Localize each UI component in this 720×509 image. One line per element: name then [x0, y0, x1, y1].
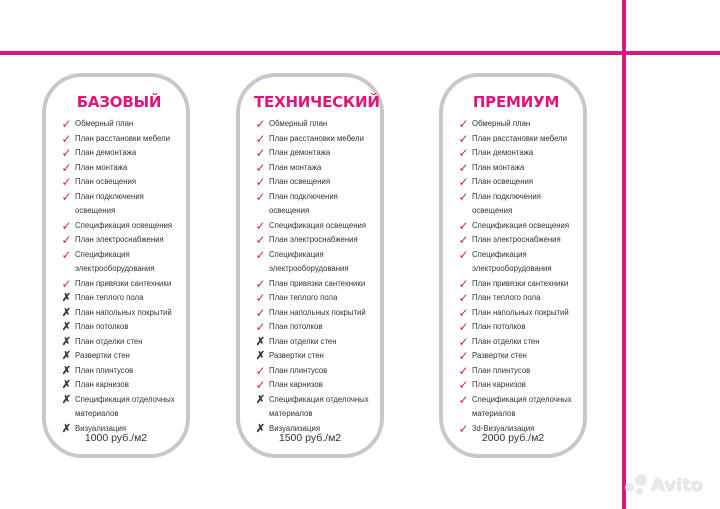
plan-price: 1500 руб./м2 [278, 432, 342, 444]
feature-label: Обмерный план [269, 119, 328, 128]
feature-item [254, 190, 372, 219]
feature-label: План расстановки мебели [269, 133, 364, 143]
cross-icon: ✗ [61, 393, 72, 406]
check-icon: ✓ [255, 218, 266, 233]
feature-item [457, 277, 575, 292]
feature-item [60, 291, 178, 306]
feature-item [254, 335, 372, 350]
check-icon: ✓ [458, 189, 469, 204]
plan-title: ПРЕМИУМ [472, 93, 560, 111]
cross-icon: ✗ [61, 422, 72, 435]
check-icon: ✓ [255, 305, 266, 320]
feature-item [60, 161, 178, 176]
feature-item [60, 335, 178, 350]
feature-item [254, 393, 372, 422]
feature-label: План монтажа [75, 162, 128, 172]
check-icon: ✓ [61, 247, 72, 262]
feature-item [457, 306, 575, 321]
right-accent-line [622, 0, 626, 509]
feature-item [60, 306, 178, 321]
feature-label: План плинтусов [472, 365, 531, 375]
feature-list [457, 117, 575, 436]
feature-item [457, 117, 575, 132]
feature-label: План плинтусов [269, 365, 328, 375]
cross-icon: ✗ [255, 393, 266, 406]
feature-item [60, 219, 178, 234]
feature-item [457, 233, 575, 248]
feature-label: План подключения освещения [75, 191, 144, 215]
feature-item [457, 393, 575, 422]
cross-icon: ✗ [61, 379, 72, 391]
feature-label: Спецификация отделочных материалов [269, 394, 369, 418]
feature-label: Спецификация освещения [269, 220, 367, 230]
feature-item [457, 219, 575, 234]
feature-item [254, 291, 372, 306]
check-icon: ✓ [458, 392, 469, 407]
feature-label: План карнизов [269, 380, 323, 389]
check-icon: ✓ [458, 247, 469, 262]
feature-item [60, 190, 178, 219]
cross-icon: ✗ [255, 422, 266, 435]
feature-label: Спецификация электрооборудования [75, 249, 155, 273]
feature-label: План привязки сантехники [75, 278, 172, 288]
check-icon: ✓ [255, 160, 266, 175]
feature-item [457, 248, 575, 277]
plan-price: 1000 руб./м2 [84, 432, 148, 444]
feature-item [457, 335, 575, 350]
check-icon: ✓ [255, 363, 266, 378]
cross-icon: ✗ [61, 350, 72, 362]
feature-item [254, 146, 372, 161]
feature-item [457, 378, 575, 393]
feature-item [254, 320, 372, 335]
feature-item [254, 132, 372, 147]
cross-icon: ✗ [61, 321, 72, 333]
check-icon: ✓ [255, 291, 266, 305]
feature-label: План карнизов [472, 380, 526, 389]
feature-label: Обмерный план [472, 119, 531, 128]
feature-item [457, 349, 575, 364]
check-icon: ✓ [255, 175, 266, 189]
feature-item [60, 117, 178, 132]
feature-label: План отделки стен [269, 336, 337, 346]
feature-label: План теплого пола [472, 293, 541, 302]
check-icon: ✓ [458, 146, 469, 160]
check-icon: ✓ [458, 363, 469, 378]
feature-label: План монтажа [269, 162, 322, 172]
check-icon: ✓ [255, 233, 266, 247]
feature-item [254, 219, 372, 234]
feature-item [457, 161, 575, 176]
feature-item [60, 320, 178, 335]
feature-item [254, 175, 372, 190]
check-icon: ✓ [458, 291, 469, 305]
feature-item [60, 393, 178, 422]
check-icon: ✓ [61, 276, 72, 291]
check-icon: ✓ [458, 175, 469, 189]
feature-item [457, 364, 575, 379]
check-icon: ✓ [458, 218, 469, 233]
avito-watermark-text: Avito [651, 474, 704, 496]
check-icon: ✓ [255, 276, 266, 291]
check-icon: ✓ [255, 131, 266, 146]
feature-label: 3d-Визуализация [472, 423, 535, 433]
feature-label: План электроснабжения [472, 235, 561, 244]
feature-item [60, 248, 178, 277]
feature-item [60, 146, 178, 161]
feature-item [457, 320, 575, 335]
feature-label: План демонтажа [472, 148, 534, 157]
cross-icon: ✗ [61, 364, 72, 377]
feature-label: План теплого пола [269, 293, 338, 302]
feature-label: План монтажа [472, 162, 525, 172]
feature-item [60, 364, 178, 379]
feature-label: План привязки сантехники [472, 278, 569, 288]
avito-logo-icon [625, 474, 647, 496]
check-icon: ✓ [255, 320, 266, 334]
cross-icon: ✗ [255, 335, 266, 348]
feature-label: Спецификация отделочных материалов [75, 394, 175, 418]
check-icon: ✓ [255, 117, 266, 131]
cross-icon: ✗ [61, 292, 72, 304]
feature-item [457, 132, 575, 147]
feature-label: Спецификация электрооборудования [472, 249, 552, 273]
plan-card-basic [42, 73, 190, 458]
check-icon: ✓ [458, 160, 469, 175]
check-icon: ✓ [458, 233, 469, 247]
feature-list [60, 117, 178, 436]
feature-item [60, 175, 178, 190]
feature-label: План расстановки мебели [75, 133, 170, 143]
check-icon: ✓ [255, 378, 266, 392]
feature-item [254, 248, 372, 277]
check-icon: ✓ [255, 247, 266, 262]
feature-label: Развертки стен [269, 351, 324, 360]
feature-label: План карнизов [75, 380, 129, 389]
check-icon: ✓ [61, 233, 72, 247]
feature-label: План подключения освещения [269, 191, 338, 215]
feature-item [254, 364, 372, 379]
feature-label: План освещения [269, 177, 331, 186]
cross-icon: ✗ [255, 350, 266, 362]
feature-item [254, 233, 372, 248]
feature-label: План потолков [75, 322, 129, 331]
check-icon: ✓ [458, 117, 469, 131]
check-icon: ✓ [61, 117, 72, 131]
feature-label: План освещения [75, 177, 137, 186]
feature-list [254, 117, 372, 436]
check-icon: ✓ [255, 146, 266, 160]
feature-label: План освещения [472, 177, 534, 186]
feature-item [254, 277, 372, 292]
feature-label: План плинтусов [75, 365, 134, 375]
check-icon: ✓ [458, 276, 469, 291]
feature-item [254, 349, 372, 364]
plan-price: 2000 руб./м2 [481, 432, 545, 444]
feature-label: План напольных покрытий [472, 307, 569, 317]
check-icon: ✓ [61, 131, 72, 146]
feature-label: Визуализация [75, 423, 127, 433]
cross-icon: ✗ [61, 306, 72, 319]
feature-label: План потолков [269, 322, 323, 331]
check-icon: ✓ [61, 189, 72, 204]
feature-label: Развертки стен [75, 351, 130, 360]
feature-item [60, 233, 178, 248]
plan-card-premium [439, 73, 587, 458]
check-icon: ✓ [61, 218, 72, 233]
feature-item [457, 175, 575, 190]
feature-label: Визуализация [269, 423, 321, 433]
check-icon: ✓ [255, 189, 266, 204]
feature-item [60, 349, 178, 364]
feature-label: Обмерный план [75, 119, 134, 128]
check-icon: ✓ [458, 305, 469, 320]
check-icon: ✓ [458, 378, 469, 392]
feature-item [254, 378, 372, 393]
feature-label: План демонтажа [75, 148, 137, 157]
cross-icon: ✗ [61, 335, 72, 348]
feature-item [60, 132, 178, 147]
feature-label: Спецификация электрооборудования [269, 249, 349, 273]
plan-title: ТЕХНИЧЕСКИЙ [254, 93, 380, 111]
feature-item [254, 161, 372, 176]
feature-label: Спецификация отделочных материалов [472, 394, 572, 418]
feature-label: План привязки сантехники [269, 278, 366, 288]
avito-watermark [625, 470, 720, 500]
plan-card-technical [236, 73, 384, 458]
feature-label: План отделки стен [75, 336, 143, 346]
check-icon: ✓ [458, 320, 469, 334]
feature-item [254, 117, 372, 132]
feature-label: План электроснабжения [269, 235, 358, 244]
feature-label: Развертки стен [472, 351, 527, 360]
feature-label: План расстановки мебели [472, 133, 567, 143]
feature-item [457, 190, 575, 219]
check-icon: ✓ [458, 131, 469, 146]
check-icon: ✓ [458, 421, 469, 436]
plan-title: БАЗОВЫЙ [76, 93, 162, 111]
feature-label: План электроснабжения [75, 235, 164, 244]
feature-label: Спецификация освещения [472, 220, 570, 230]
feature-label: План отделки стен [472, 336, 540, 346]
feature-label: План напольных покрытий [75, 307, 172, 317]
feature-item [60, 277, 178, 292]
feature-item [60, 378, 178, 393]
check-icon: ✓ [458, 334, 469, 349]
feature-label: План подключения освещения [472, 191, 541, 215]
feature-label: План теплого пола [75, 293, 144, 302]
feature-item [457, 291, 575, 306]
top-accent-line [0, 51, 720, 55]
check-icon: ✓ [61, 160, 72, 175]
feature-label: План потолков [472, 322, 526, 331]
feature-item [254, 306, 372, 321]
feature-label: Спецификация освещения [75, 220, 173, 230]
check-icon: ✓ [458, 349, 469, 363]
feature-label: План напольных покрытий [269, 307, 366, 317]
check-icon: ✓ [61, 175, 72, 189]
feature-item [457, 146, 575, 161]
check-icon: ✓ [61, 146, 72, 160]
feature-label: План демонтажа [269, 148, 331, 157]
